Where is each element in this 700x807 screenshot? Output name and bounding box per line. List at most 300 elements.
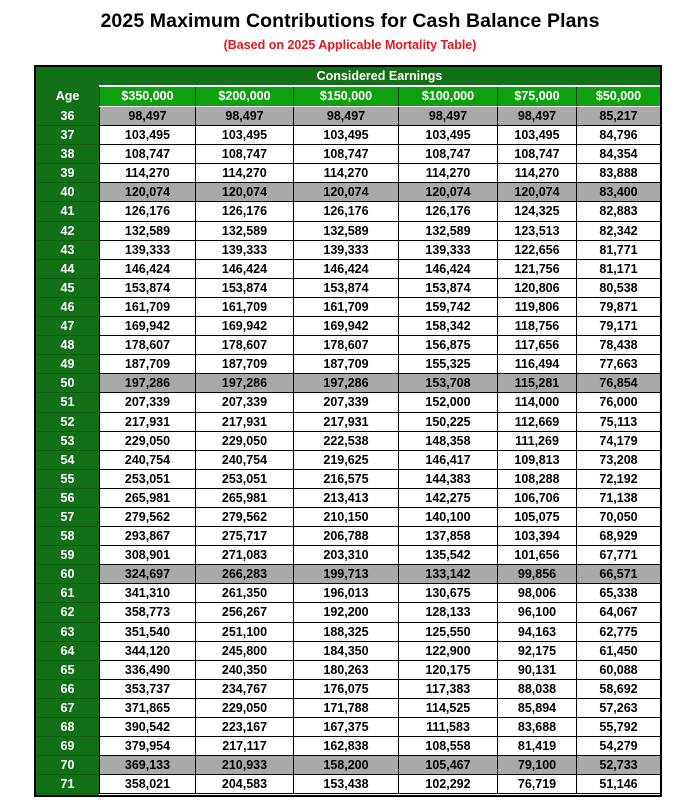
- contribution-cell: 207,339: [293, 393, 398, 412]
- contribution-cell: 187,709: [195, 355, 293, 374]
- table-row: [36, 527, 660, 546]
- contribution-cell: 192,200: [293, 603, 398, 622]
- column-header-75000: $75,000: [497, 87, 576, 106]
- contribution-cell: 139,333: [293, 241, 398, 260]
- contribution-cell: 207,339: [195, 393, 293, 412]
- contribution-cell: 155,325: [398, 355, 497, 374]
- table-row: [36, 470, 660, 489]
- contribution-cell: 78,438: [576, 336, 660, 355]
- contribution-cell: 371,865: [99, 699, 195, 718]
- contribution-cell: 126,176: [398, 202, 497, 221]
- contribution-cell: 98,497: [497, 107, 576, 126]
- column-header-150000: $150,000: [293, 87, 398, 106]
- contribution-cell: 146,424: [195, 260, 293, 279]
- contribution-cell: 108,747: [497, 145, 576, 164]
- table-row: [36, 661, 660, 680]
- contribution-cell: 54,279: [576, 737, 660, 756]
- contribution-cell: 55,792: [576, 718, 660, 737]
- contribution-cell: 358,773: [99, 603, 195, 622]
- contribution-cell: 210,933: [195, 756, 293, 775]
- contribution-cell: 111,269: [497, 432, 576, 451]
- contribution-cell: 358,021: [99, 775, 195, 794]
- contribution-cell: 187,709: [99, 355, 195, 374]
- contribution-cell: 105,467: [398, 756, 497, 775]
- contribution-cell: 261,350: [195, 584, 293, 603]
- age-cell: 64: [36, 642, 99, 661]
- contribution-cell: 229,050: [195, 699, 293, 718]
- contribution-cell: 223,167: [195, 718, 293, 737]
- table-row: [36, 775, 660, 794]
- age-cell: 59: [36, 546, 99, 565]
- contribution-cell: 336,490: [99, 661, 195, 680]
- contribution-cell: 253,051: [99, 470, 195, 489]
- contribution-cell: 253,051: [195, 470, 293, 489]
- age-cell: 37: [36, 126, 99, 145]
- contribution-cell: 229,050: [195, 432, 293, 451]
- contribution-cell: 126,176: [99, 202, 195, 221]
- contribution-cell: 66,571: [576, 565, 660, 584]
- table-row: [36, 413, 660, 432]
- contribution-cell: 142,275: [398, 489, 497, 508]
- contribution-cell: 161,709: [195, 298, 293, 317]
- contribution-cell: 109,813: [497, 451, 576, 470]
- table-row: [36, 546, 660, 565]
- contribution-cell: 240,754: [195, 451, 293, 470]
- contribution-cell: 120,074: [99, 183, 195, 202]
- contribution-cell: 279,562: [99, 508, 195, 527]
- contribution-cell: 308,901: [99, 546, 195, 565]
- contribution-cell: 353,737: [99, 680, 195, 699]
- age-cell: 36: [36, 107, 99, 126]
- contribution-cell: 344,120: [99, 642, 195, 661]
- contribution-cell: 153,708: [398, 374, 497, 393]
- contribution-cell: 120,074: [293, 183, 398, 202]
- column-header-row: [36, 87, 660, 106]
- table-row: [36, 603, 660, 622]
- contribution-cell: 146,424: [398, 260, 497, 279]
- contribution-cell: 196,013: [293, 584, 398, 603]
- contribution-cell: 79,171: [576, 317, 660, 336]
- contribution-cell: 204,583: [195, 775, 293, 794]
- contribution-cell: 351,540: [99, 623, 195, 642]
- age-cell: 62: [36, 603, 99, 622]
- contribution-cell: 120,074: [195, 183, 293, 202]
- contribution-cell: 153,874: [99, 279, 195, 298]
- contribution-cell: 105,075: [497, 508, 576, 527]
- contribution-cell: 81,171: [576, 260, 660, 279]
- age-cell: 68: [36, 718, 99, 737]
- contribution-cell: 135,542: [398, 546, 497, 565]
- contribution-cell: 124,325: [497, 202, 576, 221]
- contribution-cell: 57,263: [576, 699, 660, 718]
- age-cell: 54: [36, 451, 99, 470]
- age-cell: 47: [36, 317, 99, 336]
- contribution-cell: 84,354: [576, 145, 660, 164]
- contribution-cell: 103,495: [99, 126, 195, 145]
- contribution-cell: 132,589: [293, 222, 398, 241]
- contribution-cell: 153,438: [293, 775, 398, 794]
- age-cell: 70: [36, 756, 99, 775]
- contribution-cell: 85,894: [497, 699, 576, 718]
- contribution-cell: 240,754: [99, 451, 195, 470]
- age-cell: 71: [36, 775, 99, 794]
- contribution-cell: 153,874: [398, 279, 497, 298]
- contribution-cell: 62,775: [576, 623, 660, 642]
- contribution-cell: 324,697: [99, 565, 195, 584]
- contribution-cell: 94,163: [497, 623, 576, 642]
- contribution-cell: 130,675: [398, 584, 497, 603]
- age-cell: 58: [36, 527, 99, 546]
- contribution-cell: 64,067: [576, 603, 660, 622]
- contribution-cell: 103,394: [497, 527, 576, 546]
- contribution-cell: 122,900: [398, 642, 497, 661]
- contribution-cell: 184,350: [293, 642, 398, 661]
- contribution-cell: 101,656: [497, 546, 576, 565]
- contribution-cell: 140,100: [398, 508, 497, 527]
- contribution-cell: 187,709: [293, 355, 398, 374]
- table-row: [36, 336, 660, 355]
- contribution-cell: 114,270: [195, 164, 293, 183]
- contribution-cell: 114,270: [293, 164, 398, 183]
- contribution-cell: 84,796: [576, 126, 660, 145]
- age-cell: 56: [36, 489, 99, 508]
- contribution-cell: 118,756: [497, 317, 576, 336]
- page-title: 2025 Maximum Contributions for Cash Balance Plans: [100, 10, 600, 32]
- contribution-cell: 139,333: [398, 241, 497, 260]
- contribution-cell: 108,747: [195, 145, 293, 164]
- age-column-header: Age: [36, 87, 99, 106]
- age-cell: 49: [36, 355, 99, 374]
- age-cell: 42: [36, 222, 99, 241]
- table-row: [36, 202, 660, 221]
- table-row: [36, 565, 660, 584]
- contribution-cell: 92,175: [497, 642, 576, 661]
- contribution-cell: 99,856: [497, 565, 576, 584]
- contribution-cell: 162,838: [293, 737, 398, 756]
- contribution-cell: 199,713: [293, 565, 398, 584]
- contribution-cell: 128,133: [398, 603, 497, 622]
- contribution-cell: 152,000: [398, 393, 497, 412]
- contribution-cell: 120,806: [497, 279, 576, 298]
- table-row: [36, 737, 660, 756]
- age-cell: 52: [36, 413, 99, 432]
- contribution-cell: 68,929: [576, 527, 660, 546]
- table-row: [36, 489, 660, 508]
- contribution-cell: 146,417: [398, 451, 497, 470]
- contribution-cell: 67,771: [576, 546, 660, 565]
- contribution-cell: 271,083: [195, 546, 293, 565]
- table-row: [36, 145, 660, 164]
- contribution-cell: 132,589: [398, 222, 497, 241]
- contribution-cell: 61,450: [576, 642, 660, 661]
- contribution-cell: 206,788: [293, 527, 398, 546]
- contribution-cell: 98,497: [398, 107, 497, 126]
- contribution-cell: 77,663: [576, 355, 660, 374]
- contribution-cell: 229,050: [99, 432, 195, 451]
- table-row: [36, 432, 660, 451]
- contribution-cell: 126,176: [293, 202, 398, 221]
- age-cell: 66: [36, 680, 99, 699]
- contribution-cell: 108,747: [398, 145, 497, 164]
- contribution-cell: 251,100: [195, 623, 293, 642]
- contribution-cell: 197,286: [293, 374, 398, 393]
- contribution-cell: 74,179: [576, 432, 660, 451]
- age-cell: 61: [36, 584, 99, 603]
- contribution-cell: 161,709: [293, 298, 398, 317]
- contribution-cell: 222,538: [293, 432, 398, 451]
- contribution-cell: 71,138: [576, 489, 660, 508]
- contribution-cell: 112,669: [497, 413, 576, 432]
- contribution-cell: 70,050: [576, 508, 660, 527]
- contribution-cell: 83,688: [497, 718, 576, 737]
- age-cell: 38: [36, 145, 99, 164]
- contribution-cell: 217,117: [195, 737, 293, 756]
- contribution-cell: 180,263: [293, 661, 398, 680]
- contribution-cell: 103,495: [195, 126, 293, 145]
- contribution-cell: 108,288: [497, 470, 576, 489]
- contribution-cell: 79,871: [576, 298, 660, 317]
- contribution-cell: 72,192: [576, 470, 660, 489]
- table-row: [36, 680, 660, 699]
- contribution-cell: 106,706: [497, 489, 576, 508]
- contribution-cell: 123,513: [497, 222, 576, 241]
- contribution-cell: 146,424: [99, 260, 195, 279]
- contribution-cell: 234,767: [195, 680, 293, 699]
- table-row: [36, 718, 660, 737]
- contribution-cell: 98,497: [293, 107, 398, 126]
- contribution-cell: 76,719: [497, 775, 576, 794]
- contribution-cell: 265,981: [195, 489, 293, 508]
- contribution-cell: 169,942: [195, 317, 293, 336]
- table-row: [36, 279, 660, 298]
- contribution-cell: 217,931: [99, 413, 195, 432]
- contribution-cell: 178,607: [99, 336, 195, 355]
- contribution-cell: 133,142: [398, 565, 497, 584]
- age-cell: 60: [36, 565, 99, 584]
- contribution-cell: 213,413: [293, 489, 398, 508]
- contribution-cell: 83,888: [576, 164, 660, 183]
- contribution-cell: 153,874: [195, 279, 293, 298]
- contribution-cell: 197,286: [195, 374, 293, 393]
- column-header-100000: $100,000: [398, 87, 497, 106]
- table-row: [36, 183, 660, 202]
- contribution-cell: 240,350: [195, 661, 293, 680]
- contribution-cell: 96,100: [497, 603, 576, 622]
- age-cell: 51: [36, 393, 99, 412]
- contribution-cell: 98,006: [497, 584, 576, 603]
- age-cell: 48: [36, 336, 99, 355]
- contribution-cell: 82,342: [576, 222, 660, 241]
- contribution-cell: 148,358: [398, 432, 497, 451]
- table-row: [36, 317, 660, 336]
- contribution-cell: 81,771: [576, 241, 660, 260]
- table-row: [36, 374, 660, 393]
- contribution-cell: 88,038: [497, 680, 576, 699]
- contribution-cell: 120,074: [497, 183, 576, 202]
- contribution-cell: 245,800: [195, 642, 293, 661]
- table-row: [36, 298, 660, 317]
- contribution-cell: 79,100: [497, 756, 576, 775]
- contribution-cell: 83,400: [576, 183, 660, 202]
- contribution-cell: 122,656: [497, 241, 576, 260]
- contribution-cell: 85,217: [576, 107, 660, 126]
- contribution-cell: 144,383: [398, 470, 497, 489]
- contribution-cell: 114,270: [99, 164, 195, 183]
- contribution-cell: 158,200: [293, 756, 398, 775]
- contribution-cell: 65,338: [576, 584, 660, 603]
- contribution-cell: 60,088: [576, 661, 660, 680]
- table-row: [36, 584, 660, 603]
- contribution-cell: 171,788: [293, 699, 398, 718]
- contribution-cell: 114,000: [497, 393, 576, 412]
- contribution-cell: 167,375: [293, 718, 398, 737]
- contribution-cell: 115,281: [497, 374, 576, 393]
- contribution-cell: 73,208: [576, 451, 660, 470]
- age-cell: 43: [36, 241, 99, 260]
- contribution-cell: 159,742: [398, 298, 497, 317]
- contribution-cell: 279,562: [195, 508, 293, 527]
- table-row: [36, 508, 660, 527]
- table-row: [36, 222, 660, 241]
- contribution-cell: 156,875: [398, 336, 497, 355]
- contribution-cell: 76,854: [576, 374, 660, 393]
- contribution-cell: 103,495: [293, 126, 398, 145]
- contribution-cell: 216,575: [293, 470, 398, 489]
- contribution-cell: 120,074: [398, 183, 497, 202]
- contribution-cell: 217,931: [293, 413, 398, 432]
- contribution-cell: 103,495: [398, 126, 497, 145]
- contribution-cell: 256,267: [195, 603, 293, 622]
- contribution-cell: 103,495: [497, 126, 576, 145]
- age-cell: 53: [36, 432, 99, 451]
- contribution-cell: 121,756: [497, 260, 576, 279]
- contribution-cell: 114,525: [398, 699, 497, 718]
- contribution-cell: 293,867: [99, 527, 195, 546]
- contribution-cell: 116,494: [497, 355, 576, 374]
- age-cell: 67: [36, 699, 99, 718]
- column-header-50000: $50,000: [576, 87, 660, 106]
- contribution-cell: 139,333: [99, 241, 195, 260]
- contribution-cell: 390,542: [99, 718, 195, 737]
- contribution-cell: 120,175: [398, 661, 497, 680]
- contribution-cell: 161,709: [99, 298, 195, 317]
- contribution-cell: 150,225: [398, 413, 497, 432]
- contribution-cell: 146,424: [293, 260, 398, 279]
- table-row: [36, 107, 660, 126]
- table-row: [36, 393, 660, 412]
- contribution-cell: 178,607: [195, 336, 293, 355]
- contribution-cell: 82,883: [576, 202, 660, 221]
- table-body: [36, 107, 660, 794]
- contribution-cell: 76,000: [576, 393, 660, 412]
- contribution-cell: 90,131: [497, 661, 576, 680]
- age-cell: 45: [36, 279, 99, 298]
- age-cell: 50: [36, 374, 99, 393]
- considered-earnings-header: Considered Earnings: [99, 67, 660, 85]
- contribution-cell: 102,292: [398, 775, 497, 794]
- table-row: [36, 699, 660, 718]
- table-row: [36, 126, 660, 145]
- contribution-cell: 125,550: [398, 623, 497, 642]
- contribution-cell: 153,874: [293, 279, 398, 298]
- contribution-cell: 98,497: [195, 107, 293, 126]
- contribution-cell: 169,942: [99, 317, 195, 336]
- page-subtitle: (Based on 2025 Applicable Mortality Table): [223, 38, 477, 52]
- contribution-cell: 219,625: [293, 451, 398, 470]
- contribution-cell: 111,583: [398, 718, 497, 737]
- contribution-cell: 132,589: [99, 222, 195, 241]
- contribution-cell: 58,692: [576, 680, 660, 699]
- contribution-cell: 266,283: [195, 565, 293, 584]
- contribution-cell: 119,806: [497, 298, 576, 317]
- contribution-cell: 176,075: [293, 680, 398, 699]
- contribution-cell: 117,656: [497, 336, 576, 355]
- contribution-cell: 80,538: [576, 279, 660, 298]
- table-row: [36, 623, 660, 642]
- table-row: [36, 756, 660, 775]
- contribution-cell: 51,146: [576, 775, 660, 794]
- column-header-350000: $350,000: [99, 87, 195, 106]
- contributions-table: [34, 65, 662, 797]
- age-cell: 39: [36, 164, 99, 183]
- contribution-cell: 158,342: [398, 317, 497, 336]
- contribution-cell: 265,981: [99, 489, 195, 508]
- contribution-cell: 75,113: [576, 413, 660, 432]
- contribution-cell: 139,333: [195, 241, 293, 260]
- contribution-cell: 52,733: [576, 756, 660, 775]
- table-row: [36, 451, 660, 470]
- table-row: [36, 164, 660, 183]
- contribution-cell: 108,747: [293, 145, 398, 164]
- age-cell: 41: [36, 202, 99, 221]
- contribution-cell: 203,310: [293, 546, 398, 565]
- contribution-cell: 341,310: [99, 584, 195, 603]
- age-cell: 63: [36, 623, 99, 642]
- contribution-cell: 178,607: [293, 336, 398, 355]
- age-cell: 46: [36, 298, 99, 317]
- contribution-cell: 379,954: [99, 737, 195, 756]
- age-cell: 69: [36, 737, 99, 756]
- contribution-cell: 197,286: [99, 374, 195, 393]
- age-cell: 65: [36, 661, 99, 680]
- contribution-cell: 169,942: [293, 317, 398, 336]
- table-row: [36, 260, 660, 279]
- contribution-cell: 210,150: [293, 508, 398, 527]
- column-header-200000: $200,000: [195, 87, 293, 106]
- table-row: [36, 241, 660, 260]
- contribution-cell: 108,747: [99, 145, 195, 164]
- contribution-cell: 126,176: [195, 202, 293, 221]
- age-cell: 44: [36, 260, 99, 279]
- contribution-cell: 117,383: [398, 680, 497, 699]
- contribution-cell: 114,270: [398, 164, 497, 183]
- contribution-cell: 98,497: [99, 107, 195, 126]
- contribution-cell: 217,931: [195, 413, 293, 432]
- contribution-cell: 188,325: [293, 623, 398, 642]
- contribution-cell: 81,419: [497, 737, 576, 756]
- contribution-cell: 108,558: [398, 737, 497, 756]
- age-cell: 55: [36, 470, 99, 489]
- age-cell: 40: [36, 183, 99, 202]
- contribution-cell: 114,270: [497, 164, 576, 183]
- contribution-cell: 207,339: [99, 393, 195, 412]
- table-row: [36, 642, 660, 661]
- contribution-cell: 132,589: [195, 222, 293, 241]
- table-row: [36, 355, 660, 374]
- contribution-cell: 137,858: [398, 527, 497, 546]
- contribution-cell: 275,717: [195, 527, 293, 546]
- age-cell: 57: [36, 508, 99, 527]
